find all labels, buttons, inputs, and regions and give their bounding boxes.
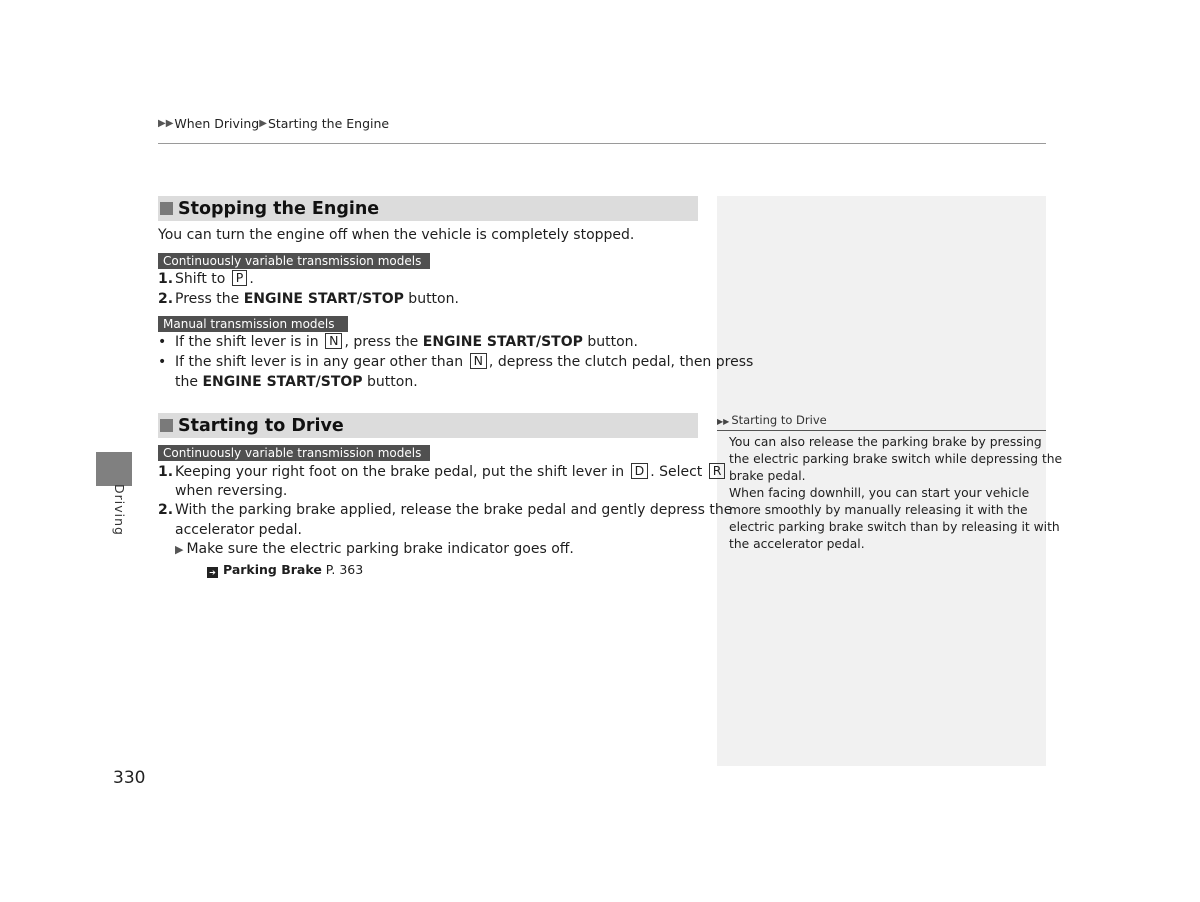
engine-start-stop-label: ENGINE START/STOP — [243, 291, 404, 307]
gear-key-d: D — [631, 463, 649, 479]
step-text-mid: . Select — [650, 464, 703, 480]
bullet-text-pre: If the shift lever is in any gear other than — [175, 354, 464, 370]
cross-reference-parking-brake[interactable] — [207, 560, 363, 580]
side-note-line: When facing downhill, you can start your vehicle — [729, 486, 1030, 500]
step2-release-brake — [158, 501, 732, 521]
bullet-text-pre: the — [175, 374, 203, 390]
side-note-title-text: Starting to Drive — [731, 413, 827, 427]
section1-intro: You can turn the engine off when the vehicle is completely stopped. — [158, 227, 635, 243]
square-bullet-icon — [160, 202, 173, 215]
section-title: Stopping the Engine — [178, 198, 380, 219]
bullet-neutral — [158, 333, 638, 353]
section-heading-starting-drive — [158, 413, 698, 438]
note-marker-icon: ▶▶ — [717, 417, 730, 426]
step-text-pre: Press the — [175, 291, 244, 307]
engine-start-stop-label: ENGINE START/STOP — [202, 374, 363, 390]
bullet-text-pre: If the shift lever is in — [175, 334, 319, 350]
step-number: 1. — [158, 271, 174, 287]
bullet-other-gear — [158, 353, 753, 373]
step-text: With the parking brake applied, release the brake pedal and gently depress the — [175, 502, 733, 518]
step-text: Shift to — [175, 271, 226, 287]
bullet-text-post: button. — [362, 374, 418, 390]
breadcrumb — [158, 116, 389, 131]
step-number: 2. — [158, 291, 174, 307]
side-note-title — [717, 413, 827, 427]
step-text-post: button. — [403, 291, 459, 307]
bullet-text-post: button. — [582, 334, 638, 350]
bullet-text-mid: , press the — [344, 334, 423, 350]
side-note-line: electric parking brake switch than by releasing it with — [729, 520, 1060, 534]
step2-press-button — [158, 290, 459, 310]
bullet-text-post: , depress the clutch pedal, then press — [488, 354, 754, 370]
chapter-label-text: Driving — [112, 484, 127, 536]
step-number: 1. — [158, 464, 174, 480]
breadcrumb-item-when-driving[interactable]: When Driving — [174, 116, 260, 131]
page-number: 330 — [113, 768, 146, 788]
reference-page[interactable]: P. 363 — [325, 562, 364, 577]
step-end: . — [249, 271, 254, 287]
reference-arrow-icon: ➔ — [207, 567, 218, 578]
triangle-right-icon: ▶ — [175, 543, 184, 556]
bullet-dot: • — [158, 354, 167, 370]
side-note-line: more smoothly by manually releasing it with the — [729, 503, 1028, 517]
step1-line2: when reversing. — [175, 483, 288, 499]
side-note-divider — [717, 430, 1046, 431]
side-note-line: You can also release the parking brake by pressing — [729, 435, 1042, 449]
step2-line2: accelerator pedal. — [175, 522, 302, 538]
step1-shift-to-d — [158, 463, 727, 483]
gear-key-n: N — [470, 353, 487, 369]
cvt-models-tag: Continuously variable transmission models — [158, 445, 430, 461]
gear-key-n: N — [325, 333, 342, 349]
side-note-line: the electric parking brake switch while depressing the — [729, 452, 1063, 466]
sub-step-text: Make sure the electric parking brake indicator goes off. — [186, 541, 574, 557]
side-note-line: brake pedal. — [729, 469, 806, 483]
breadcrumb-arrow-icon: ▶▶ — [158, 118, 174, 129]
gear-key-r: R — [709, 463, 726, 479]
section-title: Starting to Drive — [178, 415, 344, 436]
sub-step-indicator — [175, 540, 574, 560]
square-bullet-icon — [160, 419, 173, 432]
engine-start-stop-label: ENGINE START/STOP — [422, 334, 583, 350]
chapter-tab-marker — [96, 452, 132, 486]
chapter-label — [114, 484, 126, 544]
step-number: 2. — [158, 502, 174, 518]
reference-label[interactable]: Parking Brake — [223, 562, 322, 577]
gear-key-p: P — [232, 270, 248, 286]
header-divider — [158, 143, 1046, 144]
section-heading-stopping-engine — [158, 196, 698, 221]
step-text: Keeping your right foot on the brake pedal, put the shift lever in — [175, 464, 625, 480]
bullet-other-gear-line2 — [175, 373, 418, 393]
bullet-dot: • — [158, 334, 167, 350]
manual-models-tag: Manual transmission models — [158, 316, 348, 332]
breadcrumb-item-starting-the-engine[interactable]: Starting the Engine — [267, 116, 390, 131]
step1-shift-to-p — [158, 270, 254, 290]
side-note-line: the accelerator pedal. — [729, 537, 865, 551]
breadcrumb-arrow-icon: ▶ — [259, 118, 267, 129]
cvt-models-tag: Continuously variable transmission models — [158, 253, 430, 269]
